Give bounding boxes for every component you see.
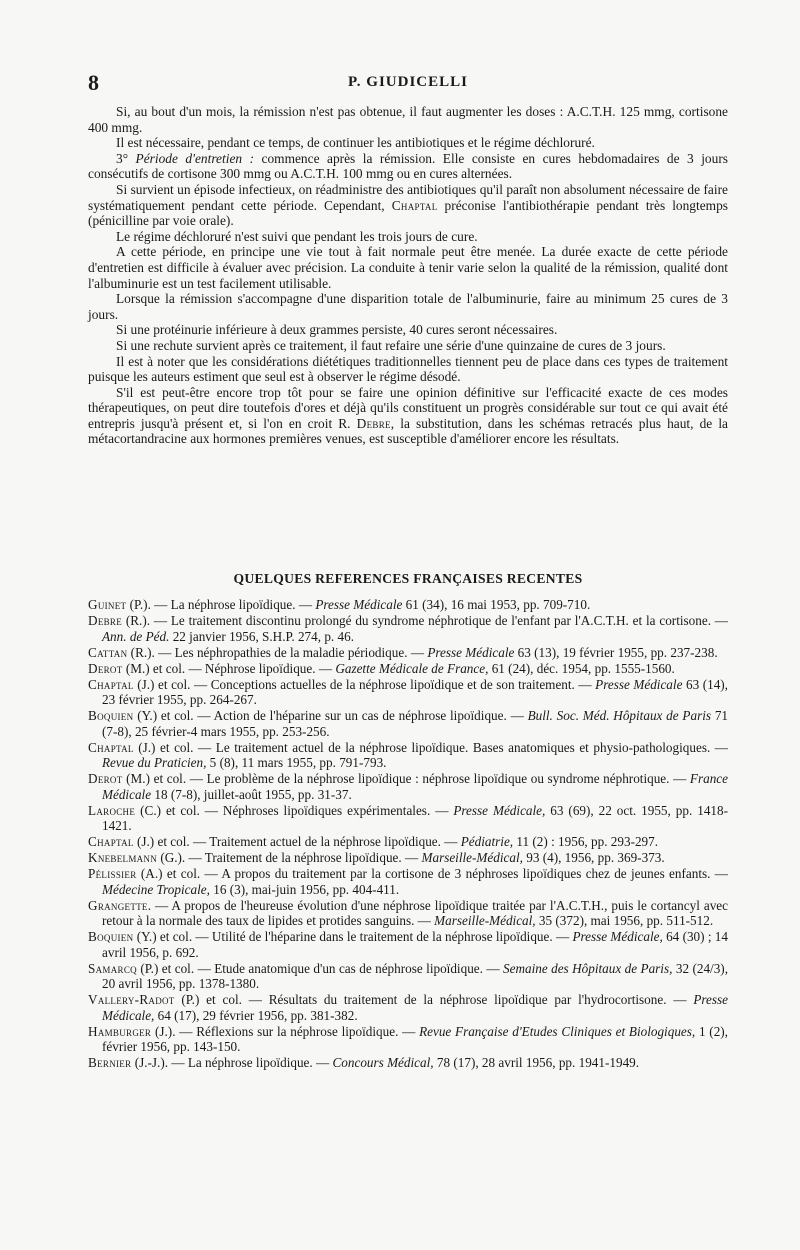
paragraph: Lorsque la rémission s'accompagne d'une disparition totale de l'albuminurie, faire au minimum 25 cures de 3 jours.: [88, 291, 728, 322]
paragraph: Si survient un épisode infectieux, on réadministre des antibiotiques qu'il paraît non absolument nécessaire de faire systématiquement pendant cette période. Cependant, Chaptal préconise l'antibiothérapie pendant très longtemps (pénicilline par voie orale).: [88, 181, 728, 229]
reference-journal: Semaine des Hôpitaux de Paris,: [503, 960, 673, 976]
reference-details: 61 (34), 16 mai 1953, pp. 709-710.: [402, 597, 591, 612]
reference-details: 63 (69), 22 oct. 1955, pp. 1418-1421.: [102, 802, 728, 833]
author-name: Debre: [356, 415, 391, 431]
reference-text: (J.) et col. — Le traitement actuel de la néphrose lipoïdique. Bases anatomiques et physio-pathologiques. —: [133, 739, 728, 755]
reference-author: Hamburger: [88, 1023, 152, 1039]
reference-journal: Presse Médicale: [595, 676, 683, 692]
reference-details: 71 (7-8), 25 février-4 mars 1955, pp. 253-256.: [102, 708, 728, 739]
reference-details: 35 (372), mai 1956, pp. 511-512.: [535, 913, 714, 928]
reference-author: Bernier: [88, 1055, 132, 1070]
reference-details: 78 (17), 28 avril 1956, pp. 1941-1949.: [433, 1055, 640, 1070]
reference-author: Grangette: [88, 897, 148, 913]
reference-author: Chaptal: [88, 739, 134, 755]
reference-author: Boquien: [88, 929, 134, 944]
reference-text: (P.). — La néphrose lipoïdique. —: [126, 597, 316, 612]
reference-details: 32 (24/3), 20 avril 1956, pp. 1378-1380.: [102, 960, 728, 991]
reference-author: Chaptal: [88, 834, 134, 849]
reference-item: [88, 866, 728, 897]
reference-journal: Presse Médicale,: [453, 802, 546, 818]
reference-author: Chaptal: [88, 676, 134, 692]
reference-author: Derot: [88, 660, 123, 676]
reference-text: (M.) et col. — Néphrose lipoïdique. —: [122, 660, 336, 676]
reference-journal: Gazette Médicale de France,: [335, 660, 489, 676]
reference-text: (M.) et col. — Le problème de la néphrose lipoïdique : néphrose lipoïdique ou syndrome néphrotique. —: [122, 771, 690, 786]
reference-journal: Pédiatrie,: [460, 834, 514, 849]
reference-journal: Médecine Tropicale,: [102, 881, 210, 897]
reference-journal: Ann. de Péd.: [102, 628, 170, 644]
reference-journal: Presse Médicale: [315, 597, 403, 612]
reference-item: [88, 992, 728, 1023]
reference-details: 64 (17), 29 février 1956, pp. 381-382.: [154, 1007, 358, 1023]
reference-item: [88, 803, 728, 834]
reference-journal: Presse Médicale: [427, 644, 515, 660]
paragraph: Il est à noter que les considérations diététiques traditionnelles tiennent peu de place dans ces types de traitement puisque les auteurs estiment que seul est à observer le régime désodé.: [88, 353, 728, 385]
reference-text: (Y.) et col. — Action de l'héparine sur un cas de néphrose lipoïdique. —: [133, 708, 528, 723]
reference-author: Derot: [88, 771, 123, 786]
reference-journal: Presse Médicale,: [572, 929, 663, 944]
reference-text: (J.-J.). — La néphrose lipoïdique. —: [131, 1055, 333, 1070]
reference-details: 18 (7-8), juillet-août 1955, pp. 31-37.: [151, 786, 352, 802]
reference-item: [88, 929, 728, 960]
reference-journal: Marseille-Médical,: [421, 850, 523, 865]
reference-item: [88, 613, 728, 644]
reference-journal: Concours Médical,: [332, 1055, 434, 1070]
reference-text: (J.). — Réflexions sur la néphrose lipoïdique. —: [151, 1023, 420, 1039]
reference-item: [88, 661, 728, 677]
reference-text: (P.) et col. — Résultats du traitement de la néphrose lipoïdique par l'hydrocortisone. —: [174, 992, 694, 1007]
reference-journal: Presse Médicale,: [102, 992, 728, 1023]
reference-journal: Marseille-Médical,: [434, 913, 536, 928]
running-head: P. GIUDICELLI: [348, 74, 468, 90]
paragraph: 3° Période d'entretien : commence après la rémission. Elle consiste en cures hebdomadaires de 3 jours consécutifs de cortisone 300 mmg ou A.C.T.H. 100 mmg ou en cures alternées.: [88, 150, 728, 182]
reference-author: Samarcq: [88, 960, 137, 976]
reference-item: [88, 1055, 728, 1071]
reference-details: 16 (3), mai-juin 1956, pp. 404-411.: [209, 881, 400, 897]
reference-text: (A.) et col. — A propos du traitement par la cortisone de 3 néphroses lipoïdiques chez de jeunes enfants. —: [136, 866, 728, 881]
reference-text: (C.) et col. — Néphroses lipoïdiques expérimentales. —: [135, 802, 454, 818]
reference-details: 64 (30) ; 14 avril 1956, p. 692.: [102, 929, 728, 960]
reference-item: [88, 771, 728, 802]
reference-details: 93 (4), 1956, pp. 369-373.: [522, 850, 665, 865]
reference-item: [88, 961, 728, 992]
reference-journal: Bull. Soc. Méd. Hôpitaux de Paris: [527, 708, 712, 723]
reference-author: Vallery-Radot: [88, 992, 175, 1007]
reference-author: Knebelmann: [88, 850, 158, 865]
reference-text: (J.) et col. — Traitement actuel de la néphrose lipoïdique. —: [133, 834, 461, 849]
reference-journal: France Médicale: [102, 771, 728, 802]
paragraph: Il est nécessaire, pendant ce temps, de continuer les antibiotiques et le régime déchloruré.: [116, 135, 595, 151]
reference-item: [88, 677, 728, 708]
reference-item: [88, 645, 728, 661]
reference-item: [88, 597, 728, 613]
reference-author: Laroche: [88, 802, 136, 818]
reference-item: [88, 850, 728, 866]
reference-item: [88, 834, 728, 850]
reference-journal: Revue du Praticien,: [102, 755, 207, 770]
reference-details: 5 (8), 11 mars 1955, pp. 791-793.: [206, 755, 387, 770]
paragraph: Le régime déchloruré n'est suivi que pendant les trois jours de cure.: [116, 228, 478, 244]
page-number: 8: [88, 70, 99, 95]
reference-text: (R.). — Les néphropathies de la maladie périodique. —: [127, 644, 428, 660]
reference-text: (J.) et col. — Conceptions actuelles de la néphrose lipoïdique et de son traitement. —: [133, 676, 596, 692]
paragraph: A cette période, en principe une vie tout à fait normale peut être menée. La durée exacte de cette période d'entretien est difficile à évaluer avec précision. La conduite à tenir varie selon la qualité de la rémission, qualité dont l'albuminurie est un test facilement utilisable.: [88, 244, 728, 291]
references-list: [88, 597, 728, 1071]
reference-details: 61 (24), déc. 1954, pp. 1555-1560.: [488, 660, 675, 676]
reference-journal: Revue Française d'Etudes Cliniques et Biologiques,: [419, 1023, 696, 1039]
reference-item: [88, 708, 728, 739]
reference-details: 11 (2) : 1956, pp. 293-297.: [513, 834, 659, 849]
paragraph: Si, au bout d'un mois, la rémission n'est pas obtenue, il faut augmenter les doses : A.C.T.H. 125 mmg, cortisone 400 mmg.: [88, 104, 728, 135]
reference-author: Pélissier: [88, 866, 137, 881]
reference-details: 63 (13), 19 février 1955, pp. 237-238.: [514, 644, 718, 660]
author-name: Chaptal: [391, 197, 438, 213]
reference-text: (Y.) et col. — Utilité de l'héparine dans le traitement de la néphrose lipoïdique. —: [133, 929, 573, 944]
reference-author: Guinet: [88, 597, 127, 612]
reference-text: (R.). — Le traitement discontinu prolongé du syndrome néphrotique de l'enfant par l'A.C.T.H. et la cortisone. —: [122, 613, 728, 628]
references-title: QUELQUES REFERENCES FRANÇAISES RECENTES: [233, 571, 583, 586]
reference-item: [88, 898, 728, 929]
reference-author: Cattan: [88, 644, 128, 660]
paragraph: S'il est peut-être encore trop tôt pour se faire une opinion définitive sur l'efficacité exacte de ces modes thérapeutiques, on peut dire toutefois d'ores et déjà qu'ils constituent un progrès considérable sur tout ce qui avait été entrepris jusqu'à présent et, si l'on en croit R. Debre, la substitution, dans les schémas retracés plus haut, de la métacortandracine aux hormones premières venues, est susceptible d'améliorer encore les résultats.: [88, 384, 728, 447]
reference-author: Boquien: [88, 708, 134, 723]
reference-details: 63 (14), 23 février 1955, pp. 264-267.: [102, 676, 728, 707]
reference-text: . — A propos de l'heureuse évolution d'une néphrose lipoïdique traitée par l'A.C.T.H., puis le cortancyl avec retour à la normale des taux de lipides et protides sanguins. —: [102, 897, 728, 928]
reference-text: (G.). — Traitement de la néphrose lipoïdique. —: [157, 850, 422, 865]
reference-details: 22 janvier 1956, S.H.P. 274, p. 46.: [169, 628, 355, 644]
reference-item: [88, 1024, 728, 1055]
body-text: [88, 104, 728, 447]
reference-item: [88, 740, 728, 771]
reference-details: 1 (2), février 1956, pp. 143-150.: [102, 1023, 728, 1054]
paragraph: Si une protéinurie inférieure à deux grammes persiste, 40 cures seront nécessaires.: [116, 322, 558, 338]
reference-text: (P.) et col. — Etude anatomique d'un cas de néphrose lipoïdique. —: [136, 960, 503, 976]
reference-author: Debre: [88, 613, 123, 628]
paragraph: Si une rechute survient après ce traitement, il faut refaire une série d'une quinzaine de cures de 3 jours.: [116, 337, 666, 353]
page-header: [88, 70, 728, 96]
